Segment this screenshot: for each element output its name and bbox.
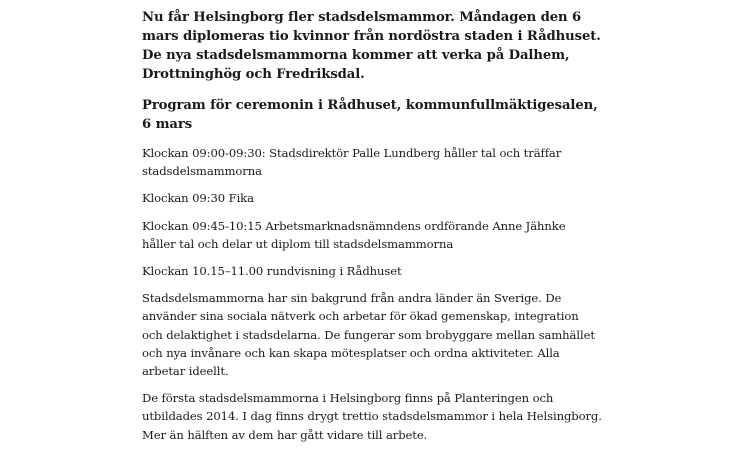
body-paragraph-1: Stadsdelsmammorna har sin bakgrund från andra länder än Sverige. De använder sina sociala nätverk och arbetar för ökad gemenskap, integration och delaktighet i stadsdelarna. De fungerar som brobyggare mellan samhället och nya invånare och kan skapa mötesplatser och ordna aktiviteter. Alla arbetar ideellt. bbox=[142, 291, 595, 379]
lead-paragraph: Nu får Helsingborg fler stadsdelsmammor. Måndagen den 6 mars diplomeras tio kvinnor från nordöstra staden i Rådhuset. De nya stadsdelsmammorna kommer att verka på Dalhem, Drottninghög och Fredriksdal. bbox=[142, 10, 601, 82]
program-item-1: Klockan 09:00-09:30: Stadsdirektör Palle Lundberg håller tal och träffar stadsdelsmammorna bbox=[142, 146, 562, 179]
document-page bbox=[142, 8, 602, 453]
program-item-2: Klockan 09:30 Fika bbox=[142, 191, 254, 206]
program-item-3: Klockan 09:45-10:15 Arbetsmarknadsnämndens ordförande Anne Jähnke håller tal och delar ut diplom till stadsdelsmammorna bbox=[142, 218, 566, 251]
program-heading: Program för ceremonin i Rådhuset, kommunfullmäktigesalen, 6 mars bbox=[142, 98, 598, 132]
program-item-4: Klockan 10.15–11.00 rundvisning i Rådhuset bbox=[142, 264, 402, 279]
body-paragraph-2: De första stadsdelsmammorna i Helsingborg finns på Planteringen och utbildades 2014. I dag finns drygt trettio stadsdelsmammor i hela Helsingborg. Mer än hälften av dem har gått vidare till arbete. bbox=[142, 391, 602, 442]
